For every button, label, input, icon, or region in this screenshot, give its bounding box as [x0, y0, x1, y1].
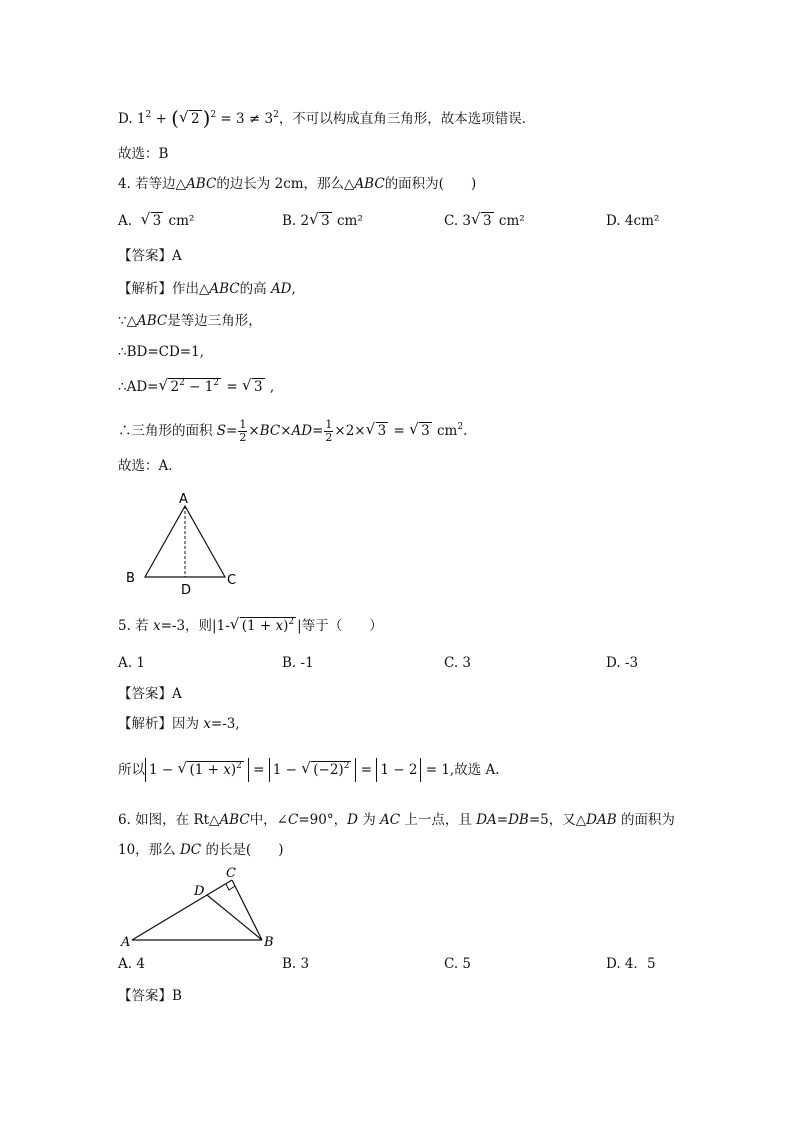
q3-option-d: D. $1^2$ + (√ 2 )$^2 = 3 \ne 3^2$，不可以构成直角三角形，故本选项错误．	[118, 108, 535, 129]
q6-option-b: B. 3	[282, 956, 310, 972]
q5-stem: 5. 若 x=-3，则|1-√ $(1 + x)^2$ |等于（ ）	[118, 616, 383, 636]
label-a: A	[121, 935, 131, 950]
q4-choice: 故选：A．	[118, 458, 182, 474]
label-a: A	[179, 492, 188, 507]
q4-ad-line: ∴AD=√ $2^2 - 1^2$ = √ 3 ,	[118, 377, 274, 397]
q6-answer: 【答案】B	[118, 988, 182, 1004]
q4-bd-line: ∴BD=CD=1,	[118, 344, 204, 360]
q5-answer: 【答案】A	[118, 686, 182, 702]
label-c: C	[226, 866, 236, 881]
q4-triangle-figure	[118, 488, 258, 600]
q4-answer: 【答案】A	[118, 248, 182, 264]
label-d: D	[181, 583, 192, 598]
q6-option-c: C. 5	[444, 956, 472, 972]
q4-option-a: A. √ 3 cm²	[118, 211, 194, 231]
q3-choice: 故选：B	[118, 146, 169, 162]
q6-option-a: A. 4	[118, 956, 145, 972]
q5-option-d: D. -3	[606, 655, 639, 671]
q4-option-d: D. 4cm²	[606, 213, 660, 229]
q6-stem-line1: 6. 如图，在 Rt△ABC中，∠C=90°，D 为 AC 上一点，且 DA=DB=5，又△DAB 的面积为	[118, 812, 675, 828]
q5-analysis: 【解析】因为 x=-3,	[118, 716, 240, 732]
q5-solution: 所以 1 − √ $(1 + x)^2 = 1$ − √ $(-2)^2 = 1 - 2 = 1$,故选 A.	[118, 756, 500, 784]
triangle-rt-abc-svg	[118, 862, 288, 952]
q5-option-a: A. 1	[118, 655, 145, 671]
q6-option-d: D. 4．5	[606, 956, 656, 972]
q4-since-line: ∵△ABC是等边三角形，	[118, 313, 262, 329]
label-c: C	[227, 573, 237, 588]
q5-option-b: B. -1	[282, 655, 314, 671]
q5-option-c: C. 3	[444, 655, 472, 671]
q6-triangle-figure	[118, 862, 288, 952]
q6-stem-line2: 10，那么 DC 的长是( )	[118, 842, 284, 858]
triangle-abc-svg	[118, 488, 258, 600]
q4-stem: 4. 若等边△ABC的边长为 2cm，那么△ABC的面积为( )	[118, 176, 477, 192]
q4-area-line: ∴三角形的面积 S= $\frac{1}{2}$ ×BC×AD= $\frac{1}{2}$ ×2×√ 3 = √ 3 $cm^2$.	[118, 419, 467, 444]
label-b: B	[264, 935, 274, 950]
q4-option-b: B. 2√ 3 cm²	[282, 211, 363, 231]
label-b: B	[126, 571, 135, 586]
label-d: D	[194, 884, 205, 899]
q4-analysis-head: 【解析】作出△ABC的高 AD,	[118, 281, 296, 297]
q4-option-c: C. 3√ 3 cm²	[444, 211, 525, 231]
